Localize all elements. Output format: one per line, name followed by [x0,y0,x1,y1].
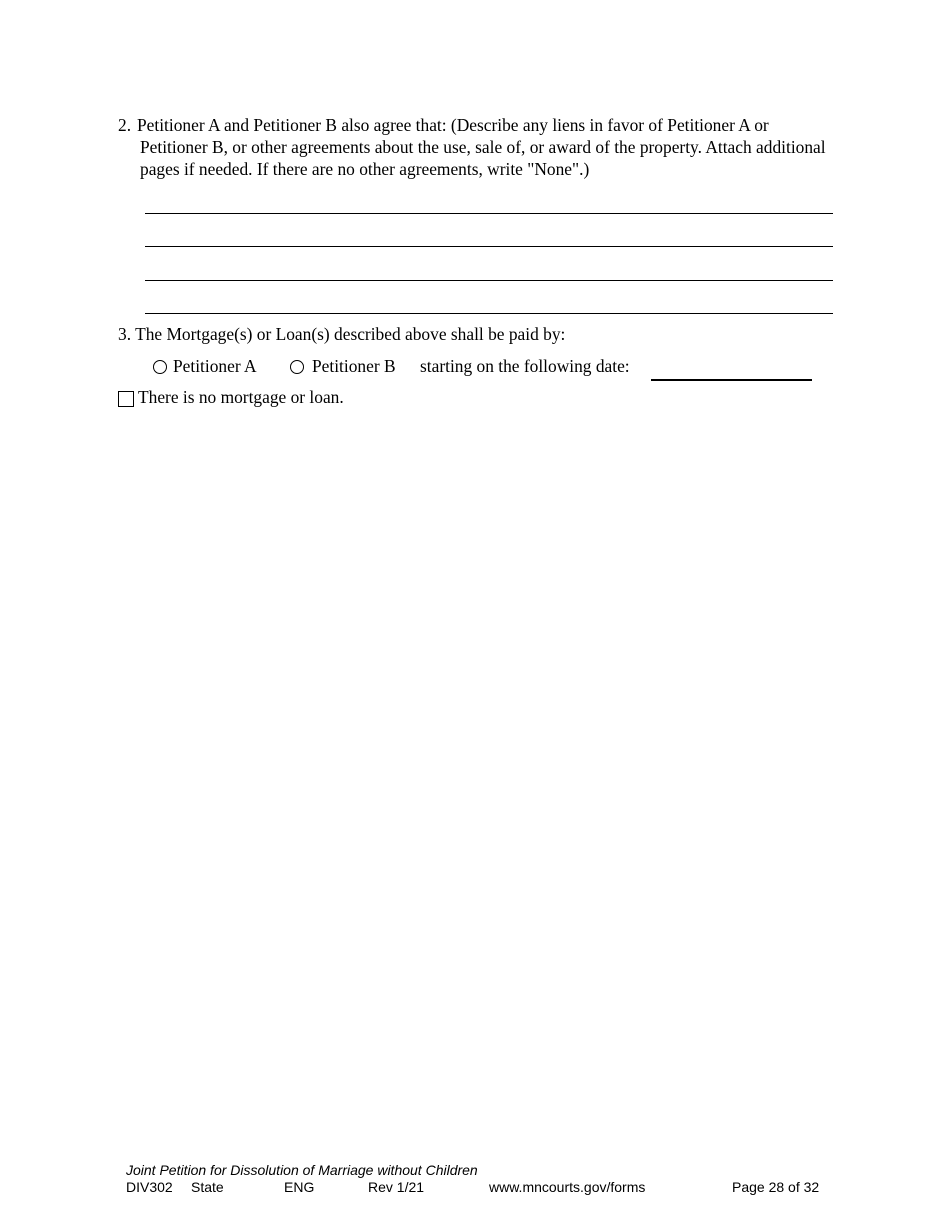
no-mortgage-checkbox[interactable] [118,391,134,407]
item-2-text: Petitioner A and Petitioner B also agree that: (Describe any liens in favor of Petitioner A or Petitioner B, or other agreements about the use, sale of, or award of the property. Attach additional pages if needed. If there are no other agreements, write "None".) [137,115,826,179]
no-mortgage-label: There is no mortgage or loan. [138,387,344,407]
petitioner-a-label: Petitioner A [173,356,257,376]
date-prompt: starting on the following date: [420,356,630,376]
item-2-agreements [118,114,838,180]
petitioner-b-label: Petitioner B [312,356,396,376]
answer-line-3[interactable] [145,280,833,281]
footer-page-number: Page 28 of 32 [732,1179,820,1195]
answer-line-1[interactable] [145,213,833,214]
footer-url[interactable]: www.mncourts.gov/forms [489,1179,646,1195]
footer-jurisdiction: State [191,1179,224,1195]
footer-revision: Rev 1/21 [368,1179,425,1195]
footer-form-title: Joint Petition for Dissolution of Marriage without Children [126,1162,478,1178]
start-date-field[interactable] [651,379,812,381]
radio-petitioner-b[interactable] [290,360,304,374]
footer-form-id: DIV302 [126,1179,173,1195]
answer-line-2[interactable] [145,246,833,247]
radio-petitioner-a[interactable] [153,360,167,374]
item-number: 2. [118,115,132,135]
footer-language: ENG [284,1179,315,1195]
item-3-payment-heading: 3. The Mortgage(s) or Loan(s) described above shall be paid by: [118,324,566,344]
answer-line-4[interactable] [145,313,833,314]
